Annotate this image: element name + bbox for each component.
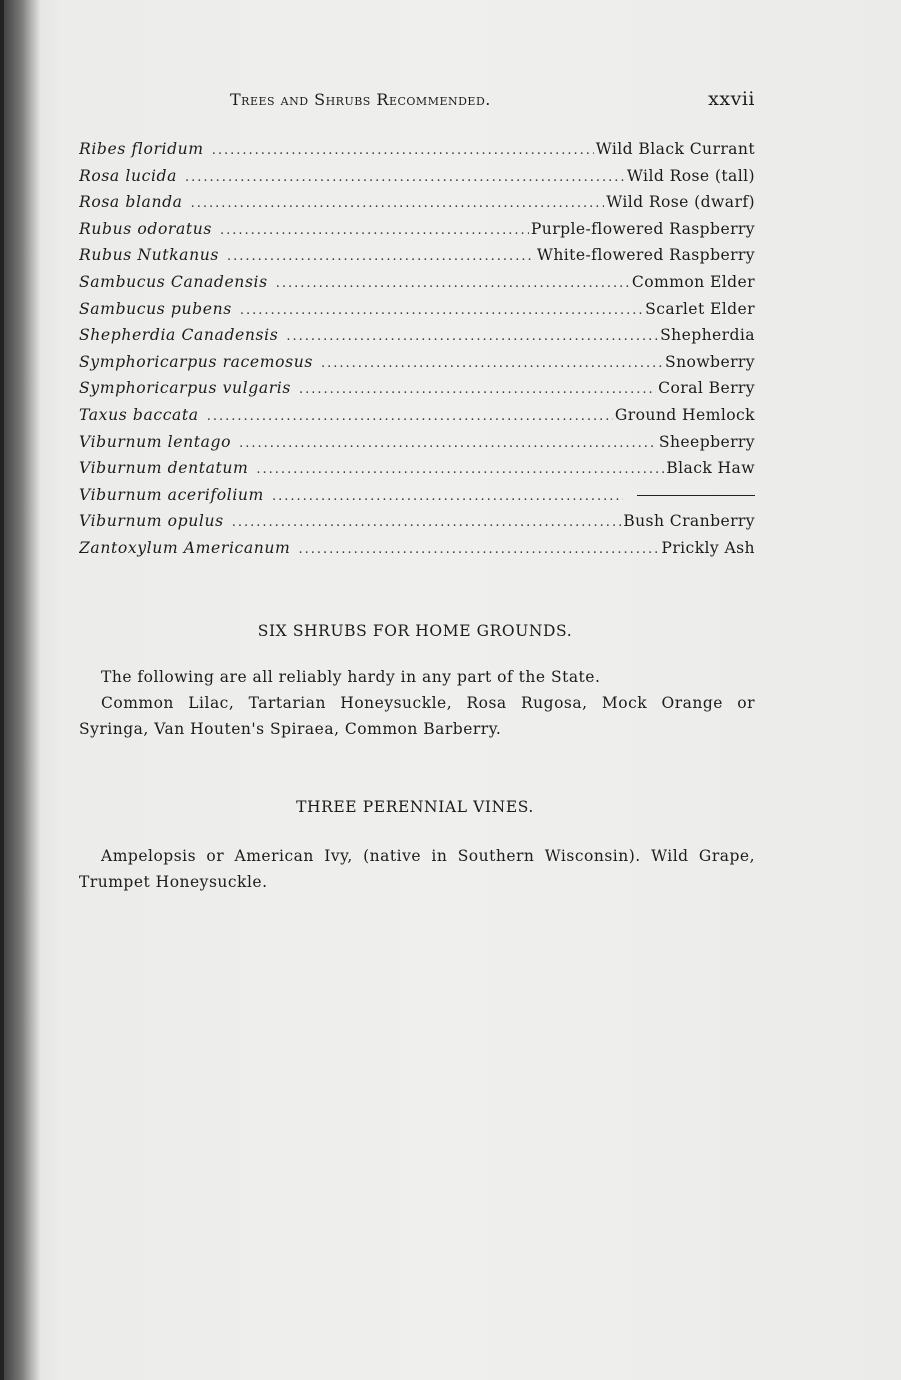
plant-row bbox=[79, 167, 755, 194]
plant-common-name: White-flowered Raspberry bbox=[536, 246, 755, 265]
plant-list bbox=[79, 140, 755, 566]
plant-row bbox=[79, 353, 755, 380]
plant-row bbox=[79, 273, 755, 300]
running-header bbox=[0, 90, 901, 114]
plant-scientific-name: Rosa blanda bbox=[79, 193, 183, 212]
dot-leader bbox=[239, 436, 657, 451]
plant-row bbox=[79, 379, 755, 406]
plant-scientific-name: Rubus odoratus bbox=[79, 219, 212, 238]
plant-scientific-name: Viburnum acerifolium bbox=[79, 485, 264, 504]
three-vines-heading: THREE PERENNIAL VINES. bbox=[296, 798, 534, 816]
dot-leader bbox=[298, 542, 659, 557]
dot-leader bbox=[299, 382, 656, 397]
plant-common-name: Wild Rose (tall) bbox=[626, 166, 755, 185]
plant-scientific-name: Rubus Nutkanus bbox=[79, 246, 219, 265]
plant-scientific-name: Taxus baccata bbox=[79, 405, 199, 424]
plant-common-name: Sheepberry bbox=[658, 432, 755, 451]
plant-row bbox=[79, 512, 755, 539]
plant-scientific-name: Shepherdia Canadensis bbox=[79, 326, 279, 345]
plant-common-name: Ground Hemlock bbox=[614, 405, 755, 424]
plant-common-name: Scarlet Elder bbox=[645, 299, 755, 318]
dot-leader bbox=[272, 489, 623, 504]
common-name-blank-rule bbox=[637, 495, 755, 496]
six-shrubs-intro: The following are all reliably hardy in any part of the State. bbox=[101, 668, 601, 686]
plant-row bbox=[79, 140, 755, 167]
six-shrubs-list: Common Lilac, Tartarian Honeysuckle, Rosa Rugosa, Mock Orange or Syringa, Van Houten's Spiraea, Common Barberry. bbox=[79, 694, 755, 738]
plant-common-name: Shepherdia bbox=[660, 326, 755, 345]
plant-scientific-name: Zantoxylum Americanum bbox=[79, 538, 291, 557]
plant-common-name: Common Elder bbox=[631, 272, 755, 291]
plant-scientific-name: Sambucus Canadensis bbox=[79, 272, 268, 291]
dot-leader bbox=[276, 276, 630, 291]
three-vines-paragraph: Ampelopsis or American Ivy, (native in Southern Wisconsin). Wild Grape, Trumpet Honeysuckle. bbox=[79, 847, 755, 891]
plant-scientific-name: Rosa lucida bbox=[79, 166, 178, 185]
dot-leader bbox=[227, 249, 535, 264]
plant-row bbox=[79, 246, 755, 273]
dot-leader bbox=[207, 409, 613, 424]
plant-common-name: Purple-flowered Raspberry bbox=[530, 219, 755, 238]
page-binding-edge bbox=[0, 0, 4, 1380]
plant-scientific-name: Viburnum opulus bbox=[79, 512, 224, 531]
six-shrubs-heading: SIX SHRUBS FOR HOME GROUNDS. bbox=[257, 622, 573, 640]
plant-common-name: Coral Berry bbox=[658, 379, 755, 398]
plant-row bbox=[79, 193, 755, 220]
six-shrubs-paragraph bbox=[79, 664, 755, 742]
dot-leader bbox=[256, 462, 664, 477]
dot-leader bbox=[212, 143, 594, 158]
page-binding-shadow bbox=[0, 0, 40, 1380]
dot-leader bbox=[220, 223, 529, 238]
plant-row bbox=[79, 220, 755, 247]
plant-common-name: Wild Black Currant bbox=[595, 140, 755, 158]
running-header-title: Trees and Shrubs Recommended. bbox=[230, 90, 491, 109]
plant-scientific-name: Symphoricarpus racemosus bbox=[79, 352, 313, 371]
plant-scientific-name: Viburnum lentago bbox=[79, 432, 232, 451]
dot-leader bbox=[191, 196, 605, 211]
plant-row bbox=[79, 459, 755, 486]
plant-row bbox=[79, 300, 755, 327]
plant-row bbox=[79, 539, 755, 566]
dot-leader bbox=[240, 303, 643, 318]
plant-row bbox=[79, 486, 755, 513]
dot-leader bbox=[286, 329, 658, 344]
plant-common-name: Bush Cranberry bbox=[623, 512, 755, 531]
plant-common-name: Wild Rose (dwarf) bbox=[606, 193, 755, 212]
dot-leader bbox=[185, 170, 625, 185]
plant-row bbox=[79, 326, 755, 353]
plant-scientific-name: Symphoricarpus vulgaris bbox=[79, 379, 291, 398]
plant-row bbox=[79, 406, 755, 433]
plant-row bbox=[79, 433, 755, 460]
plant-scientific-name: Viburnum dentatum bbox=[79, 459, 249, 478]
plant-scientific-name: Ribes floridum bbox=[79, 140, 204, 158]
plant-common-name: Snowberry bbox=[665, 352, 755, 371]
plant-common-name: Prickly Ash bbox=[661, 538, 755, 557]
dot-leader bbox=[321, 356, 663, 371]
dot-leader bbox=[232, 515, 622, 530]
plant-scientific-name: Sambucus pubens bbox=[79, 299, 232, 318]
page-number: xxvii bbox=[708, 88, 755, 110]
plant-common-name: Black Haw bbox=[666, 459, 755, 478]
